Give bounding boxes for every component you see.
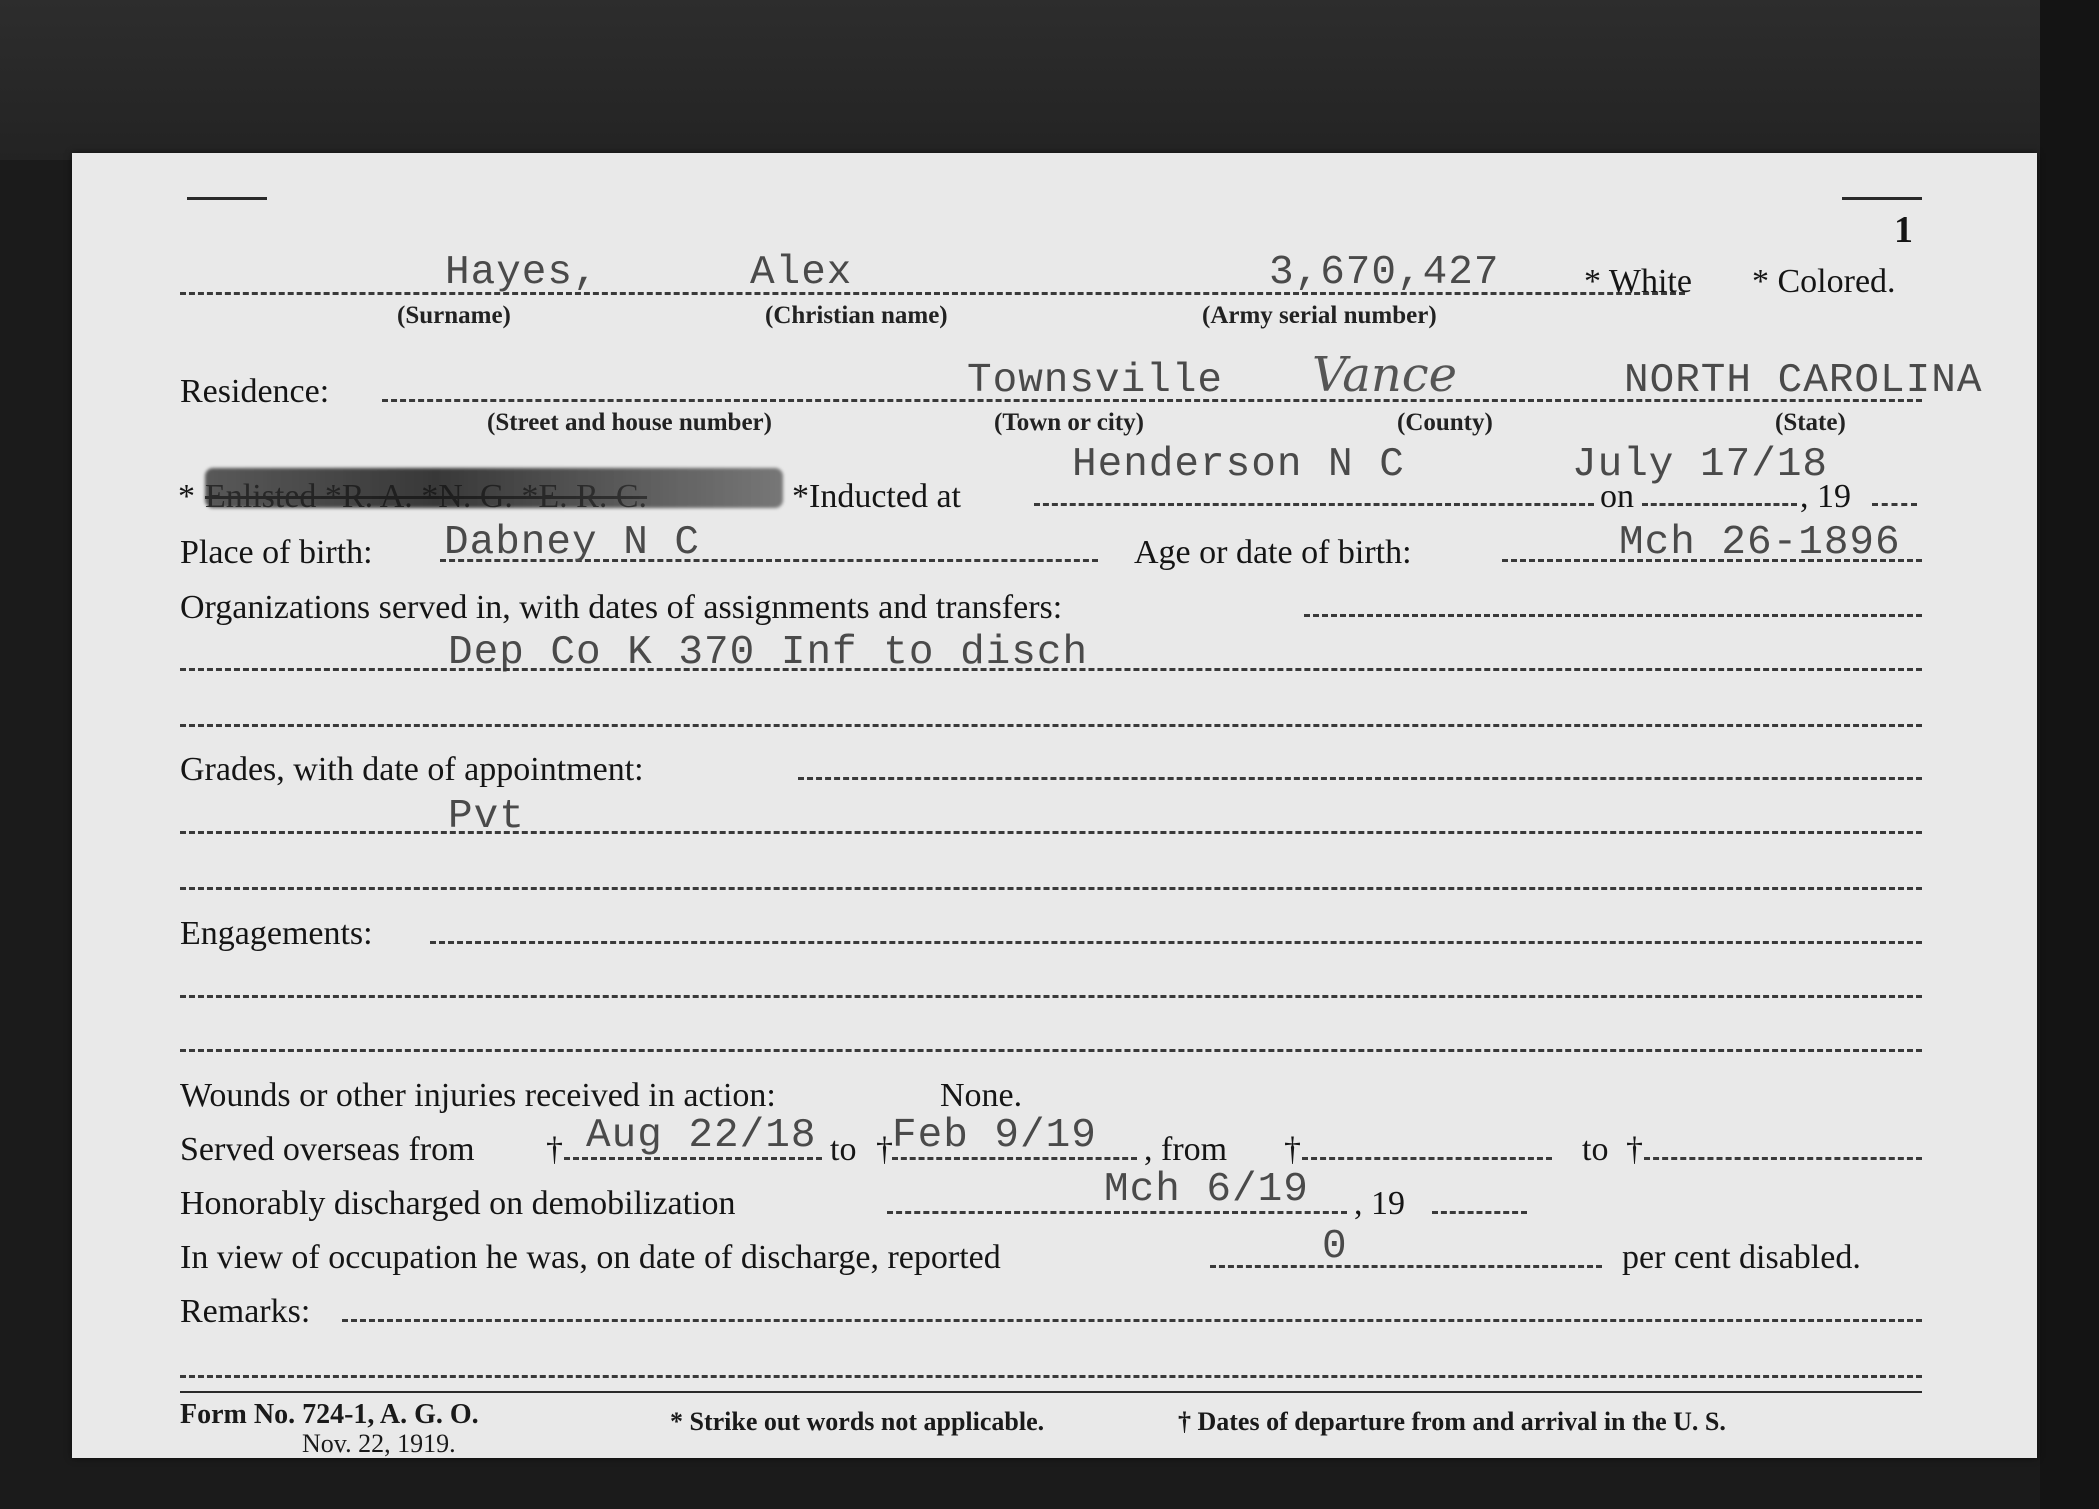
scan-backdrop-right [2040, 0, 2099, 1509]
top-right-rule [1842, 197, 1922, 200]
residence-town: Townsville [967, 358, 1224, 404]
struck-out-smudge [205, 468, 783, 508]
discharge-label: Honorably discharged on demobilization [180, 1185, 736, 1222]
overseas-from-date: Aug 22/18 [586, 1113, 817, 1159]
age-label: Age or date of birth: [1134, 534, 1412, 571]
surname-caption: (Surname) [397, 302, 511, 329]
residence-state: NORTH CAROLINA [1624, 358, 1983, 404]
christian-name-value: Alex [750, 250, 853, 296]
grades-line-1 [798, 777, 1922, 780]
enlistment-prefix: * [178, 478, 195, 515]
disability-value: 0 [1322, 1224, 1348, 1270]
organizations-label: Organizations served in, with dates of assignments and transfers: [180, 589, 1063, 626]
inducted-line [1034, 503, 1594, 506]
state-caption: (State) [1775, 409, 1846, 436]
engagements-line-1 [430, 941, 1922, 944]
disability-line [1210, 1265, 1602, 1268]
inducted-year-line [1872, 503, 1917, 506]
grades-value: Pvt [448, 794, 525, 840]
surname-value: Hayes, [445, 250, 599, 296]
overseas-dagger-1: † [546, 1131, 563, 1168]
disability-suffix: per cent disabled. [1622, 1239, 1861, 1276]
top-left-rule [187, 197, 267, 200]
on-label: on [1600, 478, 1634, 515]
overseas-label: Served overseas from [180, 1131, 475, 1168]
colored-label: * Colored. [1752, 263, 1896, 300]
overseas-dagger-2: † [876, 1131, 893, 1168]
overseas-dagger-4: † [1626, 1131, 1643, 1168]
service-record-card [72, 153, 2037, 1458]
footer-rule [180, 1391, 1922, 1393]
dagger-note: † Dates of departure from and arrival in the U. S. [1178, 1407, 1726, 1436]
disability-label: In view of occupation he was, on date of discharge, reported [180, 1239, 1001, 1276]
remarks-label: Remarks: [180, 1293, 311, 1330]
town-caption: (Town or city) [994, 409, 1144, 436]
overseas-to-date: Feb 9/19 [892, 1113, 1097, 1159]
on-date-line [1642, 503, 1797, 506]
organizations-line-2 [180, 668, 1922, 671]
overseas-from2-line [1302, 1157, 1552, 1160]
wounds-label: Wounds or other injuries received in action: [180, 1077, 776, 1114]
discharge-date: Mch 6/19 [1104, 1167, 1309, 1213]
discharge-year-line [1432, 1211, 1527, 1214]
grades-line-2 [180, 831, 1922, 834]
overseas-to2-label: to [1582, 1131, 1609, 1168]
form-date: Nov. 22, 1919. [302, 1429, 456, 1458]
organizations-line-1 [1304, 614, 1922, 617]
engagements-line-2 [180, 995, 1922, 998]
residence-label: Residence: [180, 373, 330, 410]
remarks-line-1 [342, 1319, 1922, 1322]
scan-backdrop-top [0, 0, 2099, 160]
remarks-line-2 [180, 1375, 1922, 1378]
grades-label: Grades, with date of appointment: [180, 751, 644, 788]
inducted-place: Henderson N C [1072, 442, 1405, 488]
engagements-label: Engagements: [180, 915, 373, 952]
county-caption: (County) [1397, 409, 1493, 436]
date-of-birth-value: Mch 26-1896 [1619, 520, 1901, 566]
organizations-line-3 [180, 724, 1922, 727]
inducted-date: July 17/18 [1572, 442, 1829, 488]
grades-line-3 [180, 887, 1922, 890]
overseas-to-label: to [830, 1131, 857, 1168]
christian-name-caption: (Christian name) [765, 302, 948, 329]
street-caption: (Street and house number) [487, 409, 772, 436]
residence-county: Vance [1312, 347, 1458, 403]
overseas-to2-line [1644, 1157, 1922, 1160]
wounds-value: None. [940, 1077, 1023, 1114]
white-label: * White [1584, 263, 1692, 300]
inducted-year-suffix: , 19 [1800, 478, 1851, 515]
serial-number-value: 3,670,427 [1269, 250, 1500, 296]
serial-caption: (Army serial number) [1202, 302, 1437, 329]
overseas-from2-label: , from [1144, 1131, 1228, 1168]
organizations-value: Dep Co K 370 Inf to disch [448, 630, 1089, 676]
inducted-label: *Inducted at [792, 478, 961, 515]
place-of-birth-value: Dabney N C [444, 520, 701, 566]
card-number: 1 [1894, 209, 1913, 251]
overseas-dagger-3: † [1284, 1131, 1301, 1168]
form-number: Form No. 724-1, A. G. O. [180, 1399, 479, 1430]
discharge-year-suffix: , 19 [1354, 1185, 1405, 1222]
engagements-line-3 [180, 1049, 1922, 1052]
strike-note: * Strike out words not applicable. [670, 1407, 1045, 1436]
place-of-birth-label: Place of birth: [180, 534, 373, 571]
